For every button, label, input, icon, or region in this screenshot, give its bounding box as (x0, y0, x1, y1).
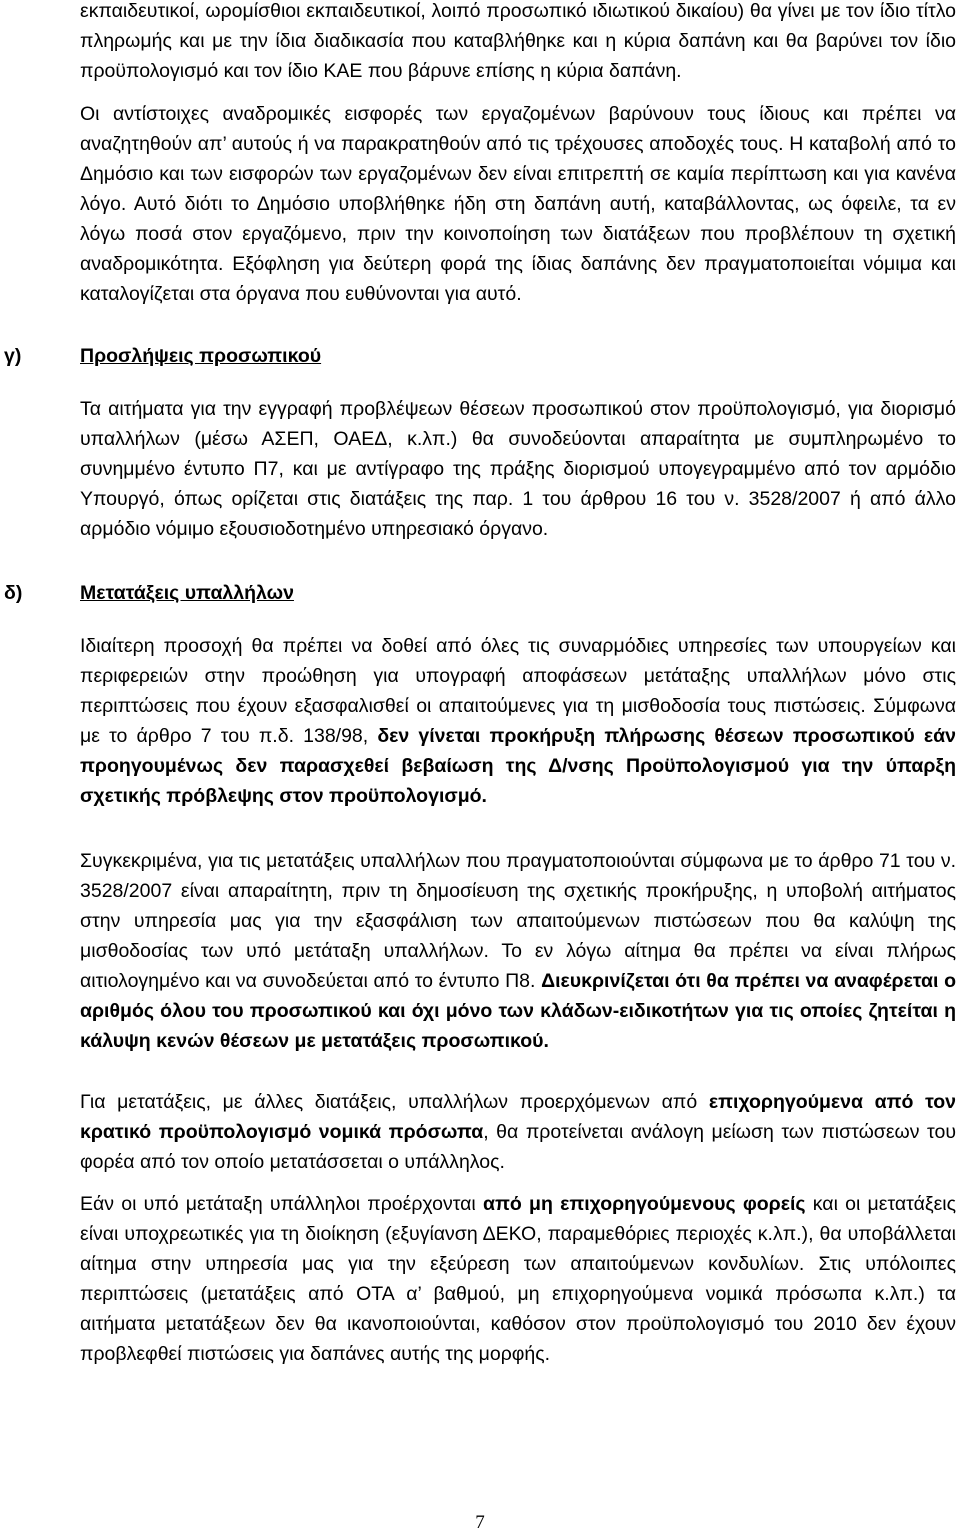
section-gamma-letter: γ) (4, 345, 22, 367)
section-gamma-title: Προσλήψεις προσωπικού (80, 345, 322, 367)
paragraph-transfer-attention-bold: δεν γίνεται προκήρυξη πλήρωσης θέσεων προσωπικού εάν προηγουμένως δεν παρασχεθεί βεβαίωση της Δ/νσης Προϋπολογισμού για την ύπαρξη σχετικής πρόβλεψης στον προϋπολογισμό. (80, 725, 956, 807)
paragraph-non-subsidized-entities-text-2: και οι μετατάξεις είναι υποχρεωτικές για τη διοίκηση (εξυγίανση ΔΕΚΟ, παραμεθόριες περιοχές κ.λπ.), θα υποβάλλεται αίτημα στην υπηρεσία μας για την εξεύρεση των απαιτούμενων κονδυλίων. Στις υπόλοιπες περιπτώσεις (μετατάξεις από ΟΤΑ α’ βαθμού, μη επιχορηγούμενα νομικά πρόσωπα κ.λπ.) τα αιτήματα μετατάξεων δεν θα ικανοποιούνται, καθόσον στον προϋπολογισμό του 2010 δεν έχουν προβλεφθεί πιστώσεις για δαπάνες αυτής της μορφής. (80, 1193, 956, 1365)
paragraph-non-subsidized-entities-text-1: Εάν οι υπό μετάταξη υπάλληλοι προέρχονται (80, 1193, 483, 1215)
paragraph-transfer-article-71-bold: Διευκρινίζεται ότι θα πρέπει να αναφέρεται ο αριθμός όλου του προσωπικού και όχι μόνο των κλάδων-ειδικοτήτων για τις οποίες ζητείται η κάλυψη κενών θέσεων με μετατάξεις προσωπικού. (80, 970, 956, 1052)
paragraph-subsidized-entities-bold: επιχορηγούμενα από τον κρατικό προϋπολογισμό νομικά πρόσωπα (80, 1091, 956, 1143)
page-number: 7 (475, 1512, 485, 1533)
paragraph-hiring-requests: Τα αιτήματα για την εγγραφή προβλέψεων θέσεων προσωπικού στον προϋπολογισμό, για διορισμό υπαλλήλων (μέσω ΑΣΕΠ, ΟΑΕΔ, κ.λπ.) θα συνοδεύονται απαραίτητα με συμπληρωμένο το συνημμένο έντυπο Π7, και με αντίγραφο της πράξης διορισμού υπογεγραμμένο από τον αρμόδιο Υπουργό, όπως ορίζεται στις διατάξεις της παρ. 1 του άρθρου 16 του ν. 3528/2007 ή από άλλο αρμόδιο νόμιμο εξουσιοδοτημένο υπηρεσιακό όργανο. (80, 398, 956, 540)
section-delta-title: Μετατάξεις υπαλλήλων (80, 582, 294, 604)
paragraph-transfer-article-71-text: Συγκεκριμένα, για τις μετατάξεις υπαλλήλων που πραγματοποιούνται σύμφωνα με το άρθρο 71 του ν. 3528/2007 είναι απαραίτητη, πριν τη δημοσίευση της σχετικής προκήρυξης, η υποβολή αιτήματος στην υπηρεσία μας για την εξασφάλιση των απαιτούμενων πιστώσεων που θα καλύψη της μισθοδοσίας των υπό μετάταξη υπαλλήλων. Το εν λόγω αίτημα θα πρέπει να είναι πλήρως αιτιολογημένο και να συνοδεύεται από το έντυπο Π8. (80, 850, 956, 992)
paragraph-subsidized-entities-text-2: , θα προτείνεται ανάλογη μείωση των πιστώσεων του φορέα από τον οποίο μετατάσσεται ο υπάλληλος. (80, 1121, 956, 1173)
paragraph-non-subsidized-entities-bold: από μη επιχορηγούμενους φορείς (482, 1193, 806, 1215)
paragraph-employee-contributions: Οι αντίστοιχες αναδρομικές εισφορές των εργαζομένων βαρύνουν τους ίδιους και πρέπει να αναζητηθούν απ’ αυτούς ή να παρακρατηθούν από τις τρέχουσες αποδοχές τους. Η καταβολή από το Δημόσιο και των εισφορών των εργαζομένων δεν είναι επιτρεπτή σε καμία περίπτωση και για κανένα λόγο. Αυτό διότι το Δημόσιο υποβλήθηκε ήδη στη δαπάνη αυτή, καταβάλλοντας, ως όφειλε, τα εν λόγω ποσά στον εργαζόμενο, πριν την κοινοποίηση των διατάξεων που προβλέπουν τη σχετική αναδρομικότητα. Εξόφληση για δεύτερη φορά της ίδιας δαπάνης δεν πραγματοποιείται νόμιμα και καταλογίζεται στα όργανα που ευθύνονται για αυτό. (80, 103, 956, 305)
paragraph-retroactive-payment: εκπαιδευτικοί, ωρομίσθιοι εκπαιδευτικοί, λοιπό προσωπικό ιδιωτικού δικαίου) θα γίνει με τον ίδιο τίτλο πληρωμής και με την ίδια διαδικασία που καταβλήθηκε και η κύρια δαπάνη και θα βαρύνει τον ίδιο προϋπολογισμό και τον ίδιο ΚΑΕ που βάρυνε επίσης η κύρια δαπάνη. (80, 0, 956, 82)
paragraph-transfer-article-71 (80, 846, 956, 1056)
section-delta-letter: δ) (4, 582, 23, 604)
paragraph-subsidized-entities (80, 1087, 956, 1177)
paragraph-transfer-attention (80, 631, 956, 811)
paragraph-subsidized-entities-text-1: Για μετατάξεις, με άλλες διατάξεις, υπαλλήλων προερχόμενων από (80, 1091, 709, 1113)
paragraph-transfer-attention-text: Ιδιαίτερη προσοχή θα πρέπει να δοθεί από όλες τις συναρμόδιες υπηρεσίες των υπουργείων και περιφερειών στην προώθηση για υπογραφή αποφάσεων μετάταξης υπαλλήλων μόνο στις περιπτώσεις που έχουν εξασφαλισθεί οι απαιτούμενες για τη μισθοδοσία τους πιστώσεις. Σύμφωνα με το άρθρο 7 του π.δ. 138/98, (80, 635, 956, 747)
paragraph-non-subsidized-entities (80, 1189, 956, 1369)
